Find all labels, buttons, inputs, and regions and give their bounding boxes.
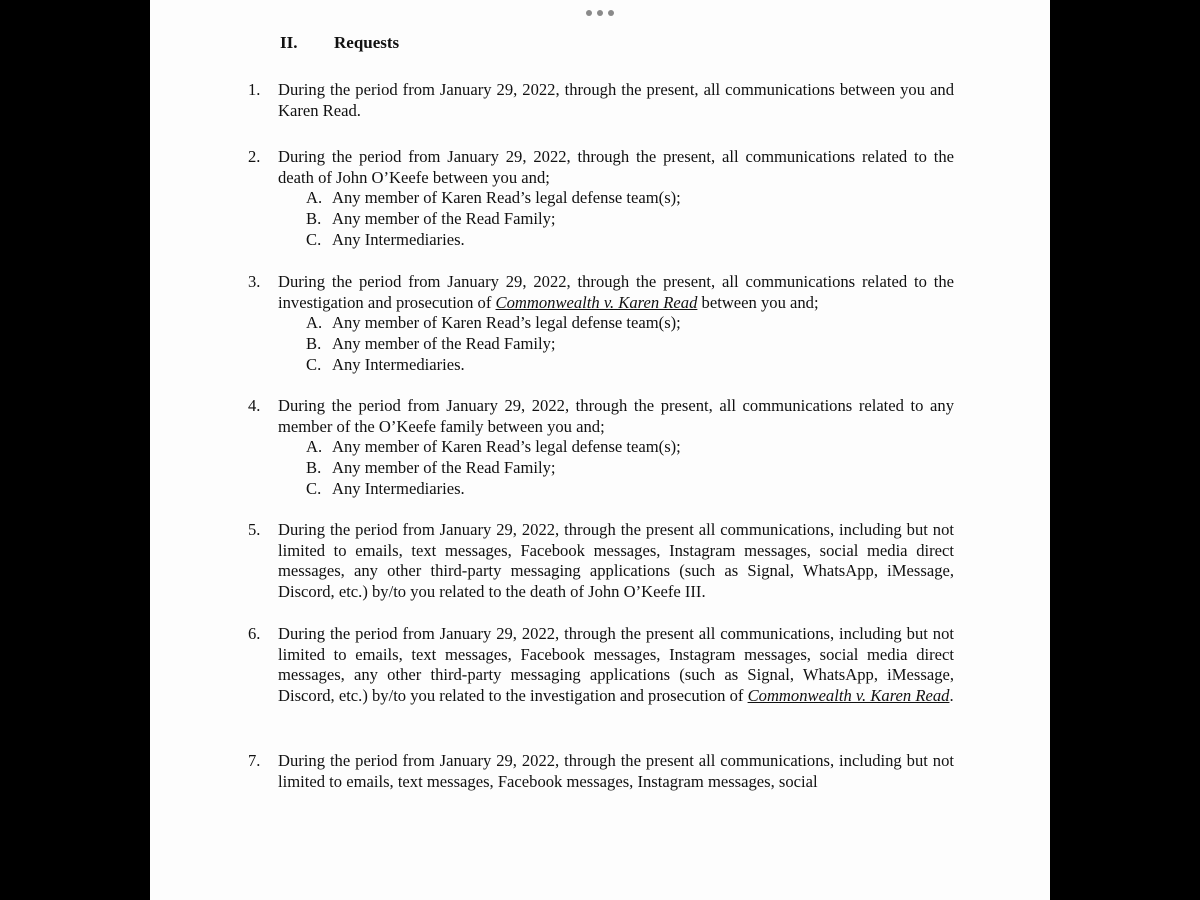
request-number: 2.	[248, 147, 261, 166]
sub-item	[306, 188, 954, 209]
sub-item	[306, 355, 954, 376]
request-item-1	[248, 80, 954, 121]
request-item-6	[248, 624, 954, 707]
sub-item-text: Any member of the Read Family;	[332, 458, 556, 478]
request-number: 7.	[248, 751, 261, 770]
section-number: II.	[280, 33, 298, 52]
sub-item-text: Any member of Karen Read’s legal defense team(s);	[332, 437, 681, 457]
case-name: Commonwealth v. Karen Read	[495, 292, 698, 312]
sub-item-text: Any member of Karen Read’s legal defense team(s);	[332, 313, 681, 333]
request-number: 6.	[248, 624, 261, 643]
request-text: During the period from January 29, 2022, through the present, all communications related to any member of the O’Keefe family between you and;	[278, 396, 954, 436]
section-heading	[280, 33, 399, 53]
request-number: 3.	[248, 272, 261, 291]
request-text: During the period from January 29, 2022, through the present, all communications related to the death of John O’Keefe between you and;	[278, 147, 954, 187]
sub-item	[306, 209, 954, 230]
sub-item-letter: A.	[306, 313, 323, 333]
sub-item	[306, 479, 954, 500]
sub-item-text: Any member of the Read Family;	[332, 334, 556, 354]
request-text: During the period from January 29, 2022, through the present, all communications between you and Karen Read.	[278, 80, 954, 120]
sub-item	[306, 334, 954, 355]
sub-item-letter: C.	[306, 229, 322, 249]
request-item-2	[248, 147, 954, 251]
sub-item-letter: B.	[306, 334, 322, 354]
sub-item-letter: A.	[306, 188, 323, 208]
sub-item	[306, 437, 954, 458]
sub-item-letter: A.	[306, 437, 323, 457]
request-number: 5.	[248, 520, 261, 539]
sub-item-text: Any Intermediaries.	[332, 229, 465, 249]
request-number: 1.	[248, 80, 261, 99]
section-title: Requests	[334, 33, 400, 52]
sub-item-letter: B.	[306, 458, 322, 478]
request-text-tail: between you and;	[697, 292, 819, 312]
sub-item-letter: C.	[306, 478, 322, 498]
sub-item	[306, 230, 954, 251]
request-text-lead: During the period from January 29, 2022, through the present, all communications related to the investigation and prosecution of	[278, 272, 954, 312]
request-number: 4.	[248, 396, 261, 415]
sub-item-letter: C.	[306, 354, 322, 374]
request-text-lead: During the period from January 29, 2022, through the present all communications, including but not limited to emails, text messages, Facebook messages, Instagram messages, social media direct messages, any other third-party messaging applications (such as Signal, WhatsApp, iMessage, Discord, etc.) by/to you related to the investigation and prosecution of	[278, 624, 954, 706]
sub-item	[306, 313, 954, 334]
request-text	[278, 624, 954, 707]
sub-item	[306, 458, 954, 479]
sub-item-text: Any member of the Read Family;	[332, 209, 556, 229]
request-item-5	[248, 520, 954, 603]
case-name: Commonwealth v. Karen Read	[747, 686, 950, 706]
sub-item-text: Any Intermediaries.	[332, 478, 465, 498]
sub-item-text: Any member of Karen Read’s legal defense team(s);	[332, 188, 681, 208]
request-text: During the period from January 29, 2022, through the present all communications, including but not limited to emails, text messages, Facebook messages, Instagram messages, social media direct messages, any other third-party messaging applications (such as Signal, WhatsApp, iMessage, Discord, etc.) by/to you related to the death of John O’Keefe III.	[278, 520, 954, 602]
request-text: During the period from January 29, 2022, through the present all communications, including but not limited to emails, text messages, Facebook messages, Instagram messages, social	[278, 751, 954, 791]
sub-item-letter: B.	[306, 209, 322, 229]
request-item-7	[248, 751, 954, 792]
document-page	[150, 0, 1050, 900]
request-item-4	[248, 396, 954, 500]
request-item-3	[248, 272, 954, 376]
more-dots-icon[interactable]	[586, 8, 614, 18]
request-text-tail: .	[949, 686, 954, 706]
sub-item-text: Any Intermediaries.	[332, 354, 465, 374]
request-text	[278, 272, 954, 313]
